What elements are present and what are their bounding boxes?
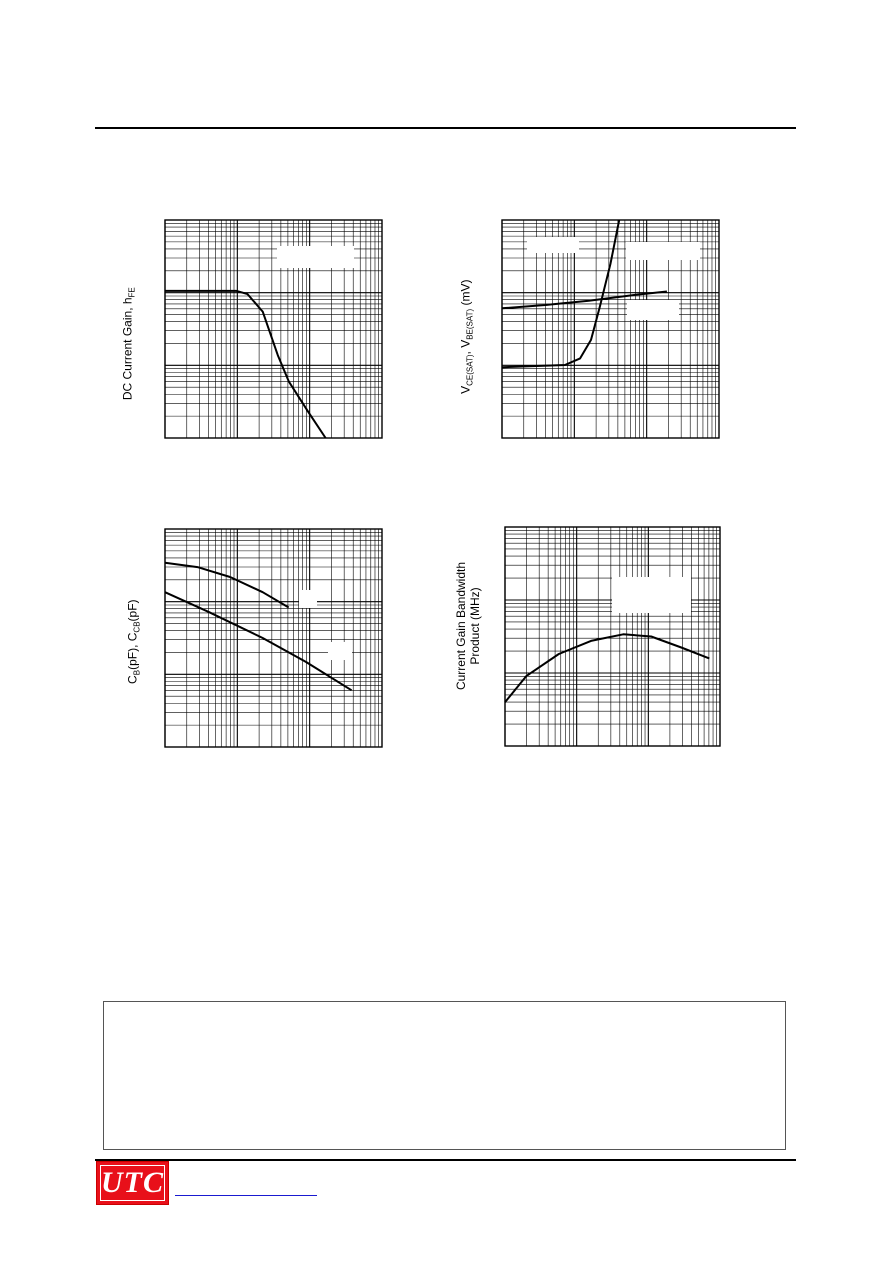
footer-rule <box>95 1159 796 1161</box>
chart-capacitance-ylabel <box>125 587 144 697</box>
chart-capacitance-plot <box>165 529 382 747</box>
series-curve-1 <box>505 634 709 702</box>
chart-saturation-voltage <box>502 220 719 438</box>
chart-dc-current-gain-ylabel <box>120 274 139 414</box>
chart-dc-current-gain-plot <box>165 220 382 438</box>
website-link[interactable] <box>175 1195 317 1196</box>
plot-frame <box>165 529 382 747</box>
ylabel-line-1: Current Gain Bandwidth <box>454 561 468 691</box>
chart-saturation-voltage-ylabel <box>458 257 477 417</box>
legend-box <box>612 577 691 613</box>
ylabel-subscript: CB <box>132 621 142 633</box>
legend-box <box>277 246 354 268</box>
chart-saturation-voltage-plot <box>502 220 719 438</box>
ylabel-subscript: BE(SAT) <box>465 308 475 340</box>
ylabel-subscript: CE(SAT) <box>465 354 475 386</box>
ylabel-line-2: Product (MHz) <box>468 587 482 665</box>
legend-box <box>527 237 579 253</box>
legend-box <box>328 642 352 660</box>
ylabel-text: (pF), C <box>125 632 140 670</box>
utc-logo-text: UTC <box>101 1166 164 1199</box>
ylabel-text: DC Current Gain, h <box>120 297 135 401</box>
ylabel-subscript: FE <box>127 287 137 298</box>
ylabel-text: (pF) <box>125 599 140 622</box>
legend-box <box>626 242 700 260</box>
ylabel-text: C <box>125 675 140 684</box>
chart-gain-bandwidth-plot <box>505 527 720 746</box>
chart-gain-bandwidth-ylabel <box>454 556 482 696</box>
utc-logo-frame <box>100 1165 165 1201</box>
utc-logo <box>96 1161 169 1205</box>
chart-dc-current-gain <box>165 220 382 438</box>
notice-box <box>103 1001 786 1150</box>
chart-gain-bandwidth <box>505 527 720 746</box>
ylabel-text: V <box>458 385 473 394</box>
ylabel-text: (mV) <box>458 279 473 309</box>
ylabel-text: , V <box>458 339 473 355</box>
series-curve-2 <box>165 592 352 690</box>
chart-capacitance <box>165 529 382 747</box>
legend-box <box>299 590 317 608</box>
ylabel-subscript: B <box>132 669 142 676</box>
header-rule <box>95 127 796 129</box>
legend-box <box>627 300 679 320</box>
